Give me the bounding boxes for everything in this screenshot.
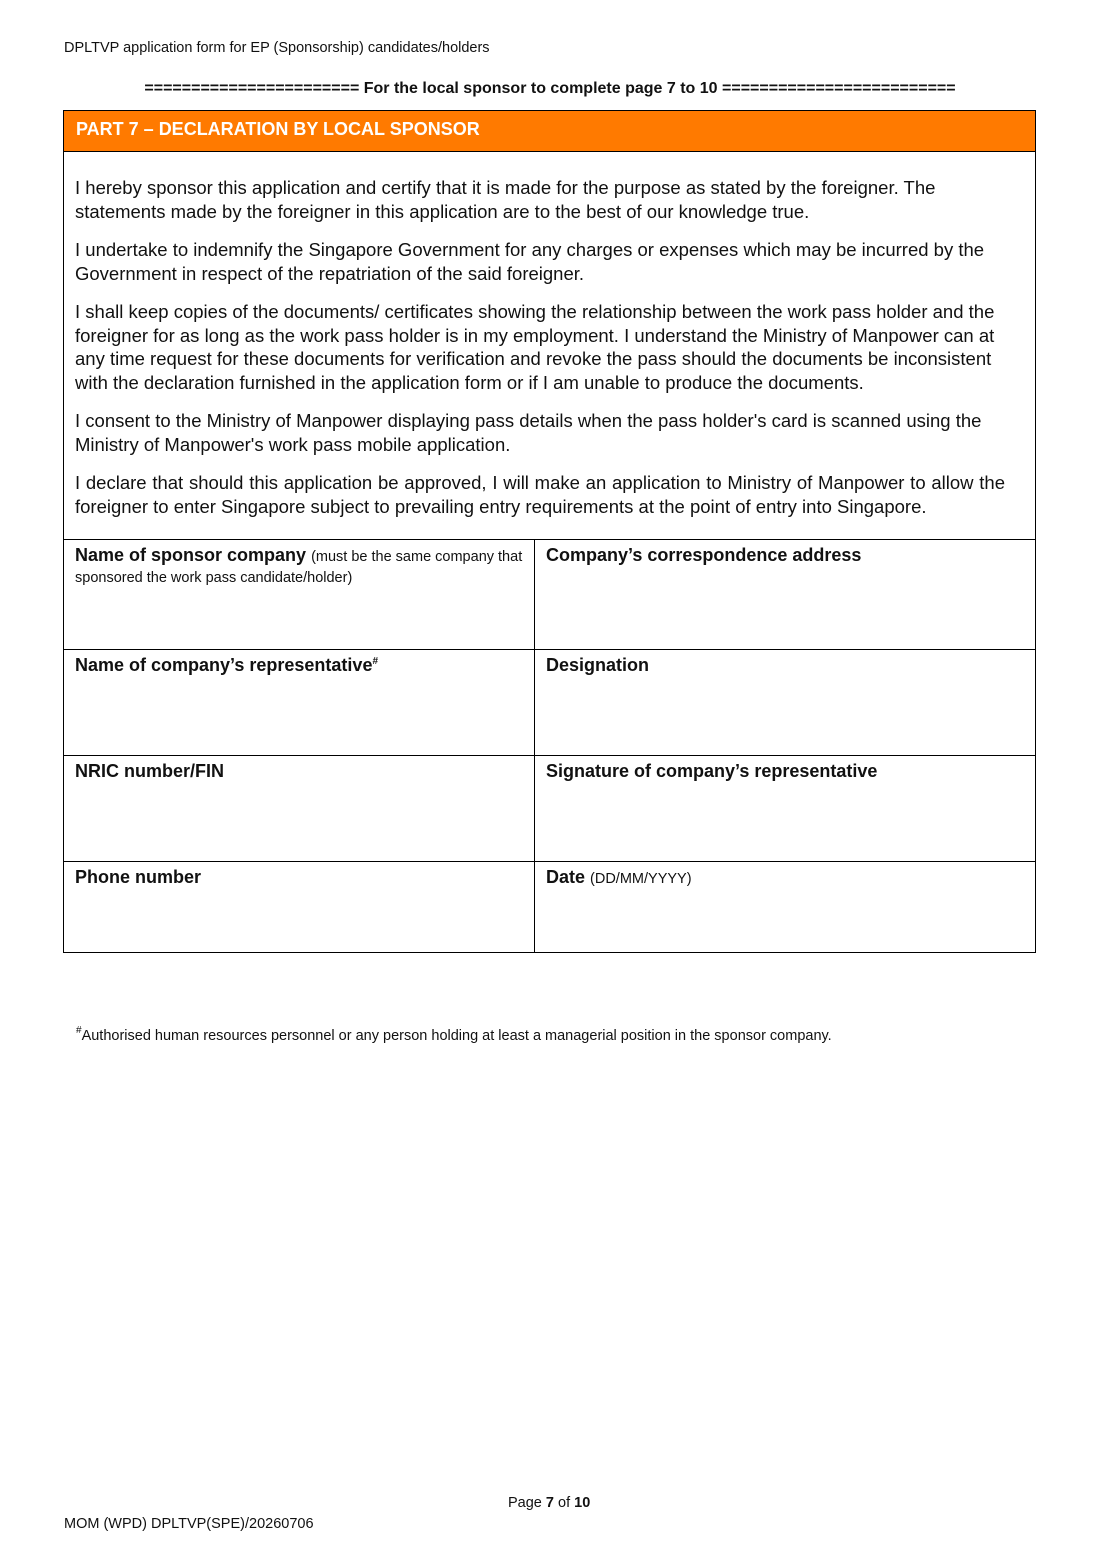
sponsor-company-label: Name of sponsor company bbox=[75, 545, 307, 565]
section-separator: ======================= For the local sponsor to complete page 7 to 10 ========================= bbox=[144, 80, 956, 97]
address-field[interactable] bbox=[535, 540, 1035, 649]
date-label: Date bbox=[546, 867, 586, 887]
footnote bbox=[76, 1025, 832, 1044]
phone-label: Phone number bbox=[75, 867, 202, 887]
nric-field[interactable] bbox=[64, 755, 535, 861]
sponsor-company-note: (must be the same company that sponsored the work pass candidate/holder) bbox=[75, 549, 523, 586]
address-label: Company’s correspondence address bbox=[546, 545, 862, 565]
declaration-text bbox=[64, 152, 1035, 540]
phone-field[interactable] bbox=[64, 861, 535, 952]
footnote-mark: # bbox=[76, 1025, 82, 1036]
declaration-paragraph: I hereby sponsor this application and certify that it is made for the purpose as stated by the foreigner. The statements made by the foreigner in this application are to the best of our knowledge true. bbox=[75, 177, 936, 222]
page-of: of bbox=[558, 1495, 571, 1511]
part-title: PART 7 – DECLARATION BY LOCAL SPONSOR bbox=[64, 111, 1035, 152]
representative-name-field[interactable] bbox=[64, 649, 535, 755]
date-field[interactable] bbox=[535, 861, 1035, 952]
page-total: 10 bbox=[574, 1495, 591, 1511]
date-format-hint: (DD/MM/YYYY) bbox=[590, 871, 692, 887]
signature-field[interactable] bbox=[535, 755, 1035, 861]
declaration-paragraph: I shall keep copies of the documents/ certificates showing the relationship between the work pass holder and the foreigner for as long as the work pass holder is in my employment. I understand the Ministry of Manpower can at any time request for these documents for verification and revoke the pass should the documents be inconsistent with the declaration furnished in the application form or if I am unable to produce the documents. bbox=[75, 301, 995, 393]
designation-field[interactable] bbox=[535, 649, 1035, 755]
document-title: DPLTVP application form for EP (Sponsorship) candidates/holders bbox=[64, 40, 490, 56]
part-7-section bbox=[63, 110, 1036, 953]
nric-label: NRIC number/FIN bbox=[75, 761, 225, 781]
designation-label: Designation bbox=[546, 655, 650, 675]
page-number bbox=[508, 1495, 590, 1511]
page-prefix: Page bbox=[508, 1495, 542, 1511]
declaration-paragraph: I declare that should this application be approved, I will make an application to Ministry of Manpower to allow the foreigner to enter Singapore subject to prevailing entry requirements at the point of entry into Singapore. bbox=[75, 472, 1005, 517]
page-current: 7 bbox=[545, 1495, 554, 1511]
sponsor-details-table bbox=[64, 540, 1035, 952]
sponsor-company-field[interactable] bbox=[64, 540, 535, 649]
declaration-paragraph: I undertake to indemnify the Singapore Government for any charges or expenses which may be incurred by the Government in respect of the repatriation of the said foreigner. bbox=[75, 239, 985, 284]
signature-label: Signature of company’s representative bbox=[546, 761, 878, 781]
footnote-text: Authorised human resources personnel or any person holding at least a managerial position in the sponsor company. bbox=[81, 1028, 832, 1044]
representative-label: Name of company’s representative bbox=[75, 655, 373, 675]
declaration-paragraph: I consent to the Ministry of Manpower displaying pass details when the pass holder's card is scanned using the Ministry of Manpower's work pass mobile application. bbox=[75, 410, 982, 455]
form-code: MOM (WPD) DPLTVP(SPE)/20260706 bbox=[64, 1516, 314, 1532]
representative-footnote-mark: # bbox=[372, 656, 379, 667]
